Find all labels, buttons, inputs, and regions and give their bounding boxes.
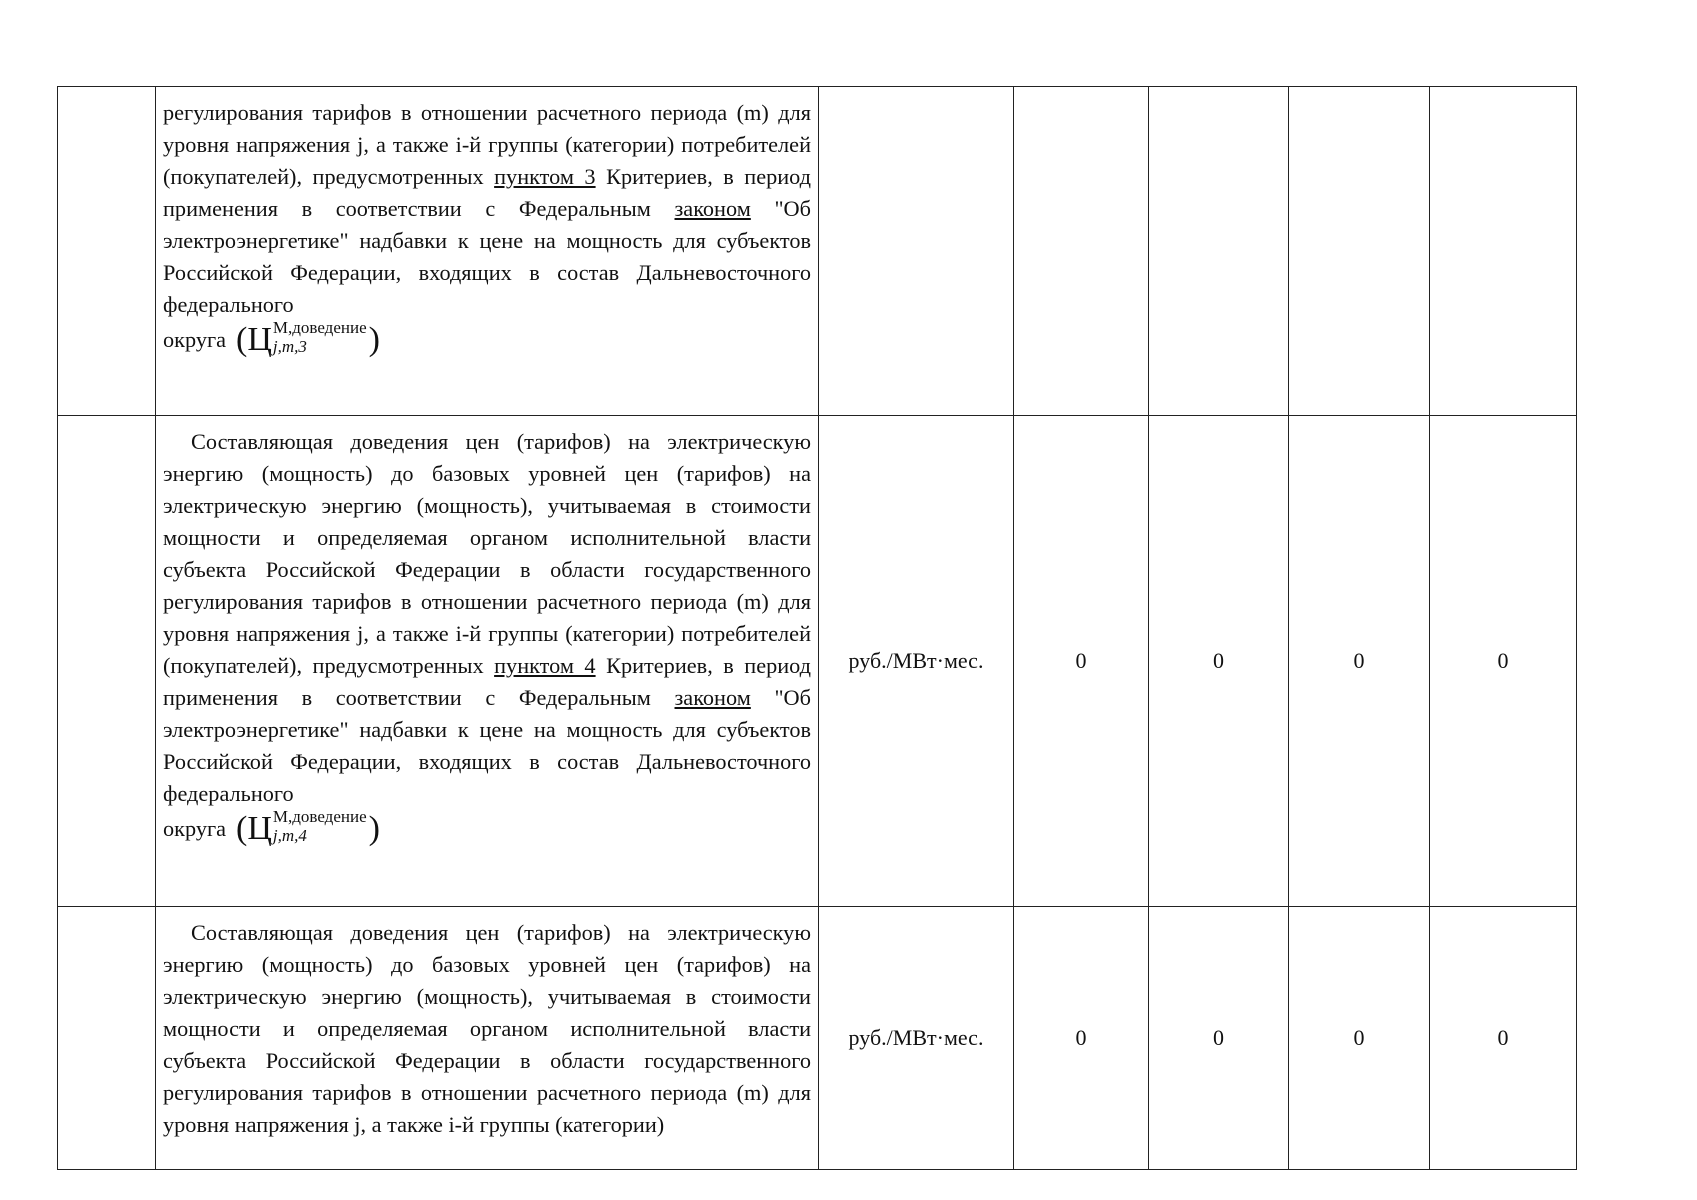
description-text: Составляющая доведения цен (тарифов) на электрическую энергию (мощность) до базовых уровней цен (тарифов) на электрическую энергию (мощность), учитываемая в стоимости мощности и определяемая органом исполнительной власти субъекта Российской Федерации в области государственного регулирования тарифов в отношении расчетного периода (m) для уровня напряжения j, а также i-й группы (категории) потребителей (покупателей), предусмотренных пунктом 4 Критериев, в период применения в соответствии с Федеральным законом "Об электроэнергетике" надбавки к цене на мощность для субъектов Российской Федерации, входящих в состав Дальневосточного федерального	[163, 429, 812, 806]
formula-line: округа ( Ц М,доведение j,m,3 )	[163, 318, 380, 358]
clause-link[interactable]: пунктом 4	[494, 653, 596, 678]
table-row	[58, 907, 1577, 1170]
value-cell: 0	[1289, 416, 1430, 907]
value-cell: 0	[1014, 416, 1149, 907]
value-cell	[1014, 87, 1149, 416]
value-cell: 0	[1149, 907, 1289, 1170]
row-number-cell	[58, 87, 156, 416]
description-text: регулирования тарифов в отношении расчетного периода (m) для уровня напряжения j, а также i-й группы (категории) потребителей (покупателей), предусмотренных пунктом 3 Критериев, в период применения в соответствии с Федеральным законом "Об электроэнергетике" надбавки к цене на мощность для субъектов Российской Федерации, входящих в состав Дальневосточного федерального	[163, 100, 812, 317]
unit-cell: руб./МВт·мес.	[819, 907, 1014, 1170]
formula-line: округа ( Ц М,доведение j,m,4 )	[163, 807, 380, 847]
description-cell	[156, 416, 819, 907]
law-link[interactable]: законом	[674, 685, 751, 710]
description-cell	[156, 87, 819, 416]
value-cell: 0	[1149, 416, 1289, 907]
description-cell	[156, 907, 819, 1170]
value-cell: 0	[1430, 907, 1577, 1170]
unit-cell	[819, 87, 1014, 416]
tariff-table	[57, 86, 1577, 1170]
value-cell: 0	[1289, 907, 1430, 1170]
row-number-cell	[58, 907, 156, 1170]
law-link[interactable]: законом	[674, 196, 751, 221]
price-formula: ( Ц М,доведение j,m,3 )	[236, 318, 380, 358]
value-cell	[1430, 87, 1577, 416]
clause-link[interactable]: пунктом 3	[494, 164, 596, 189]
value-cell: 0	[1430, 416, 1577, 907]
value-cell	[1289, 87, 1430, 416]
description-text: Составляющая доведения цен (тарифов) на электрическую энергию (мощность) до базовых уровней цен (тарифов) на электрическую энергию (мощность), учитываемая в стоимости мощности и определяемая органом исполнительной власти субъекта Российской Федерации в области государственного регулирования тарифов в отношении расчетного периода (m) для уровня напряжения j, а также i-й группы (категории)	[163, 920, 811, 1137]
value-cell	[1149, 87, 1289, 416]
table-row	[58, 87, 1577, 416]
price-formula: ( Ц М,доведение j,m,4 )	[236, 807, 380, 847]
row-number-cell	[58, 416, 156, 907]
table-row	[58, 416, 1577, 907]
unit-cell: руб./МВт·мес.	[819, 416, 1014, 907]
value-cell: 0	[1014, 907, 1149, 1170]
